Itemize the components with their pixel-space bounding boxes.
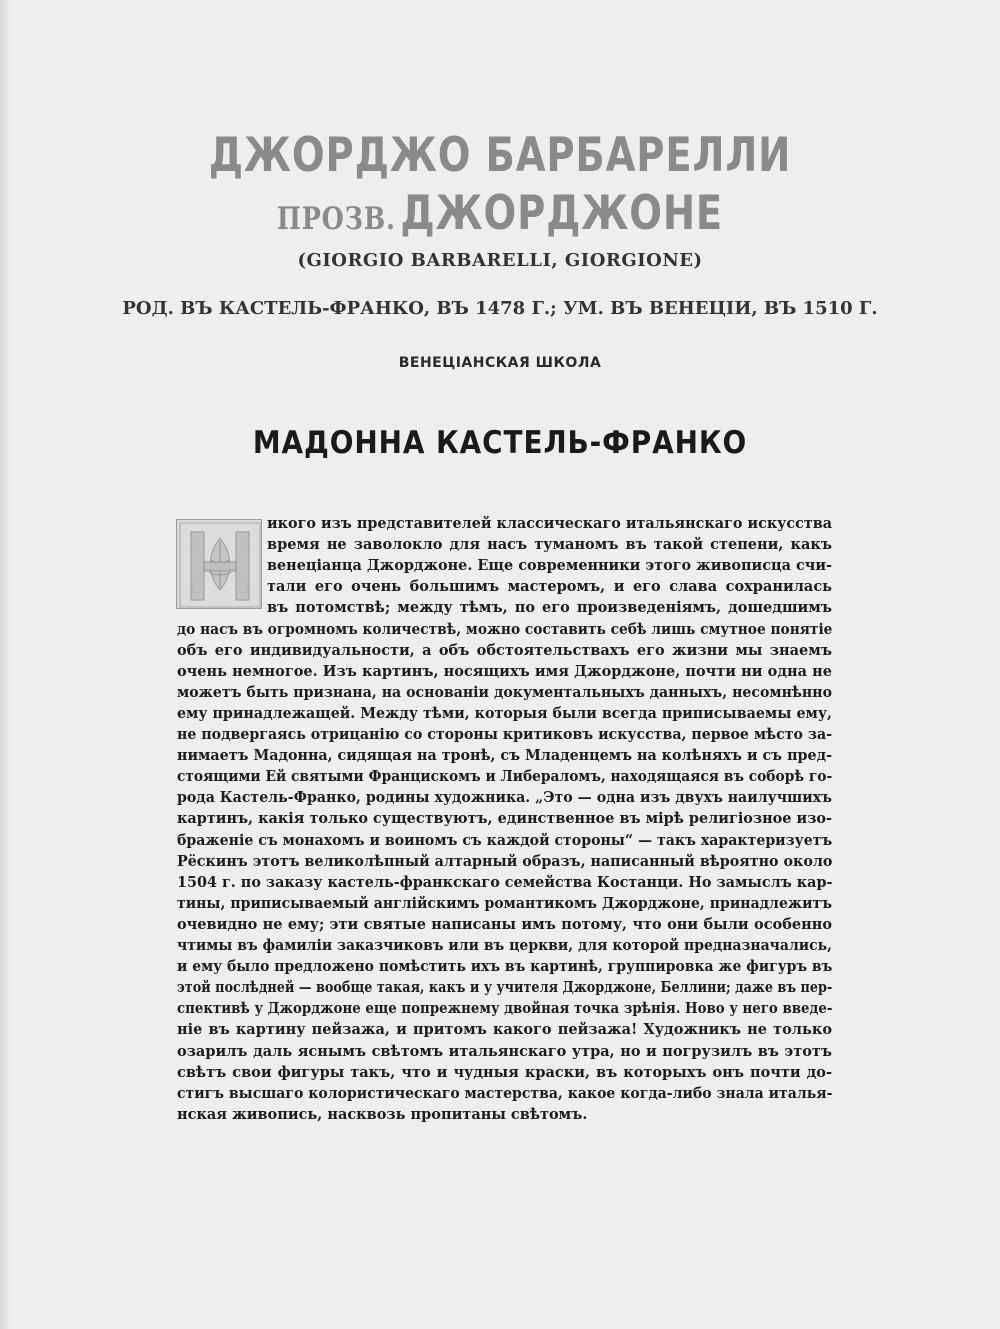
body-line: картинъ, какія только существуютъ, единственное въ мірѣ религіозное изо- [177, 810, 832, 828]
body-line: можетъ быть признана, на основаніи документальныхъ данныхъ, несомнѣнно [177, 683, 832, 701]
body-line: свѣтъ свои фигуры такъ, что и чудныя краски, въ которыхъ онъ почти до- [177, 1063, 832, 1081]
work-title: МАДОННА КАСТЕЛЬ-ФРАНКО [252, 425, 748, 461]
body-line: спективѣ у Джорджоне еще попрежнему двойная точка зрѣнія. Ново у него введе- [177, 1000, 833, 1018]
body-line: тали его очень большимъ мастеромъ, и его слава сохранилась [267, 578, 832, 596]
body-line: очевидно не ему; эти святые написаны имъ потому, что они были особенно [177, 915, 832, 933]
title-name: ДЖОРДЖОНЕ [400, 186, 724, 241]
body-line: очень немногое. Изъ картинъ, носящихъ имя Джорджоне, почти ни одна не [177, 662, 832, 680]
title-prefix: ПРОЗВ. [276, 201, 396, 237]
body-line: ему принадлежащей. Между тѣми, которыя были всегда приписываемы ему, [177, 704, 832, 722]
body-line: стигъ высшаго колористическаго мастерства, какое когда-либо знала италья- [177, 1084, 833, 1102]
page-edge [0, 0, 10, 1329]
decorated-initial-icon [176, 519, 262, 609]
latin-name: (GIORGIO BARBARELLI, GIORGIONE) [297, 250, 703, 271]
body-line: и ему было предложено помѣстить ихъ въ картинѣ, группировка же фигуръ въ [177, 958, 833, 976]
body-line: 1504 г. по заказу кастель-франкскаго семейства Костанци. Но замыслъ кар- [177, 873, 833, 891]
body-line: чтимы въ фамиліи заказчиковъ или въ церкви, для которой предназначались, [177, 937, 832, 954]
body-line: венеціанца Джорджоне. Еще современники этого живописца счи- [267, 557, 832, 575]
school-label: ВЕНЕЦІАНСКАЯ ШКОЛА [398, 355, 602, 371]
body-line: нская живопись, насквозь пропитаны свѣтомъ. [177, 1105, 588, 1123]
body-line: икого изъ представителей классическаго итальянскаго искусства [267, 515, 832, 532]
body-line: до насъ въ огромномъ количествѣ, можно составить себѣ лишь смутное понятіе [177, 620, 833, 638]
body-line: этой послѣдней — вообще такая, какъ и у учителя Джорджоне, Беллини; даже въ пер- [177, 979, 833, 997]
body-line: тины, приписываемый англійскимъ романтикомъ Джорджоне, принадлежитъ [177, 894, 832, 912]
title-line-2 [90, 186, 910, 241]
body-line: браженіе съ монахомъ и воиномъ съ каждой стороны“ — такъ характеризуетъ [177, 831, 833, 849]
life-dates: РОД. ВЪ КАСТЕЛЬ-ФРАНКО, ВЪ 1478 Г.; УМ. ВЪ ВЕНЕЦІИ, ВЪ 1510 Г. [122, 298, 878, 319]
body-line: не подвергаясь отрицанію со стороны критиковъ искусства, первое мѣсто за- [177, 726, 832, 743]
body-line: рода Кастель-Франко, родины художника. „Это — одна изъ двухъ наилучшихъ [177, 789, 832, 807]
body-line: Рёскинъ этотъ великолѣпный алтарный образъ, написанный вѣроятно около [177, 852, 833, 870]
body-line: ніе въ картину пейзажа, и притомъ какого пейзажа! Художникъ не только [177, 1021, 832, 1039]
body-line: нимаетъ Мадонна, сидящая на тронѣ, съ Младенцемъ на колѣняхъ и съ пред- [177, 747, 832, 765]
title-line-1: ДЖОРДЖО БАРБАРЕЛЛИ [208, 128, 792, 183]
body-line: въ потомствѣ; между тѣмъ, по его произведеніямъ, дошедшимъ [267, 599, 832, 617]
body-line: время не заволокло для насъ туманомъ въ такой степени, какъ [267, 536, 832, 554]
body-line: стоящими Ей святыми Францискомъ и Либераломъ, находящаяся въ соборѣ го- [177, 768, 833, 786]
body-line: объ его индивидуальности, а объ обстоятельствахъ его жизни мы знаемъ [177, 641, 832, 659]
body-line: озарилъ даль яснымъ свѣтомъ итальянскаго утра, но и погрузилъ въ этотъ [177, 1042, 832, 1060]
